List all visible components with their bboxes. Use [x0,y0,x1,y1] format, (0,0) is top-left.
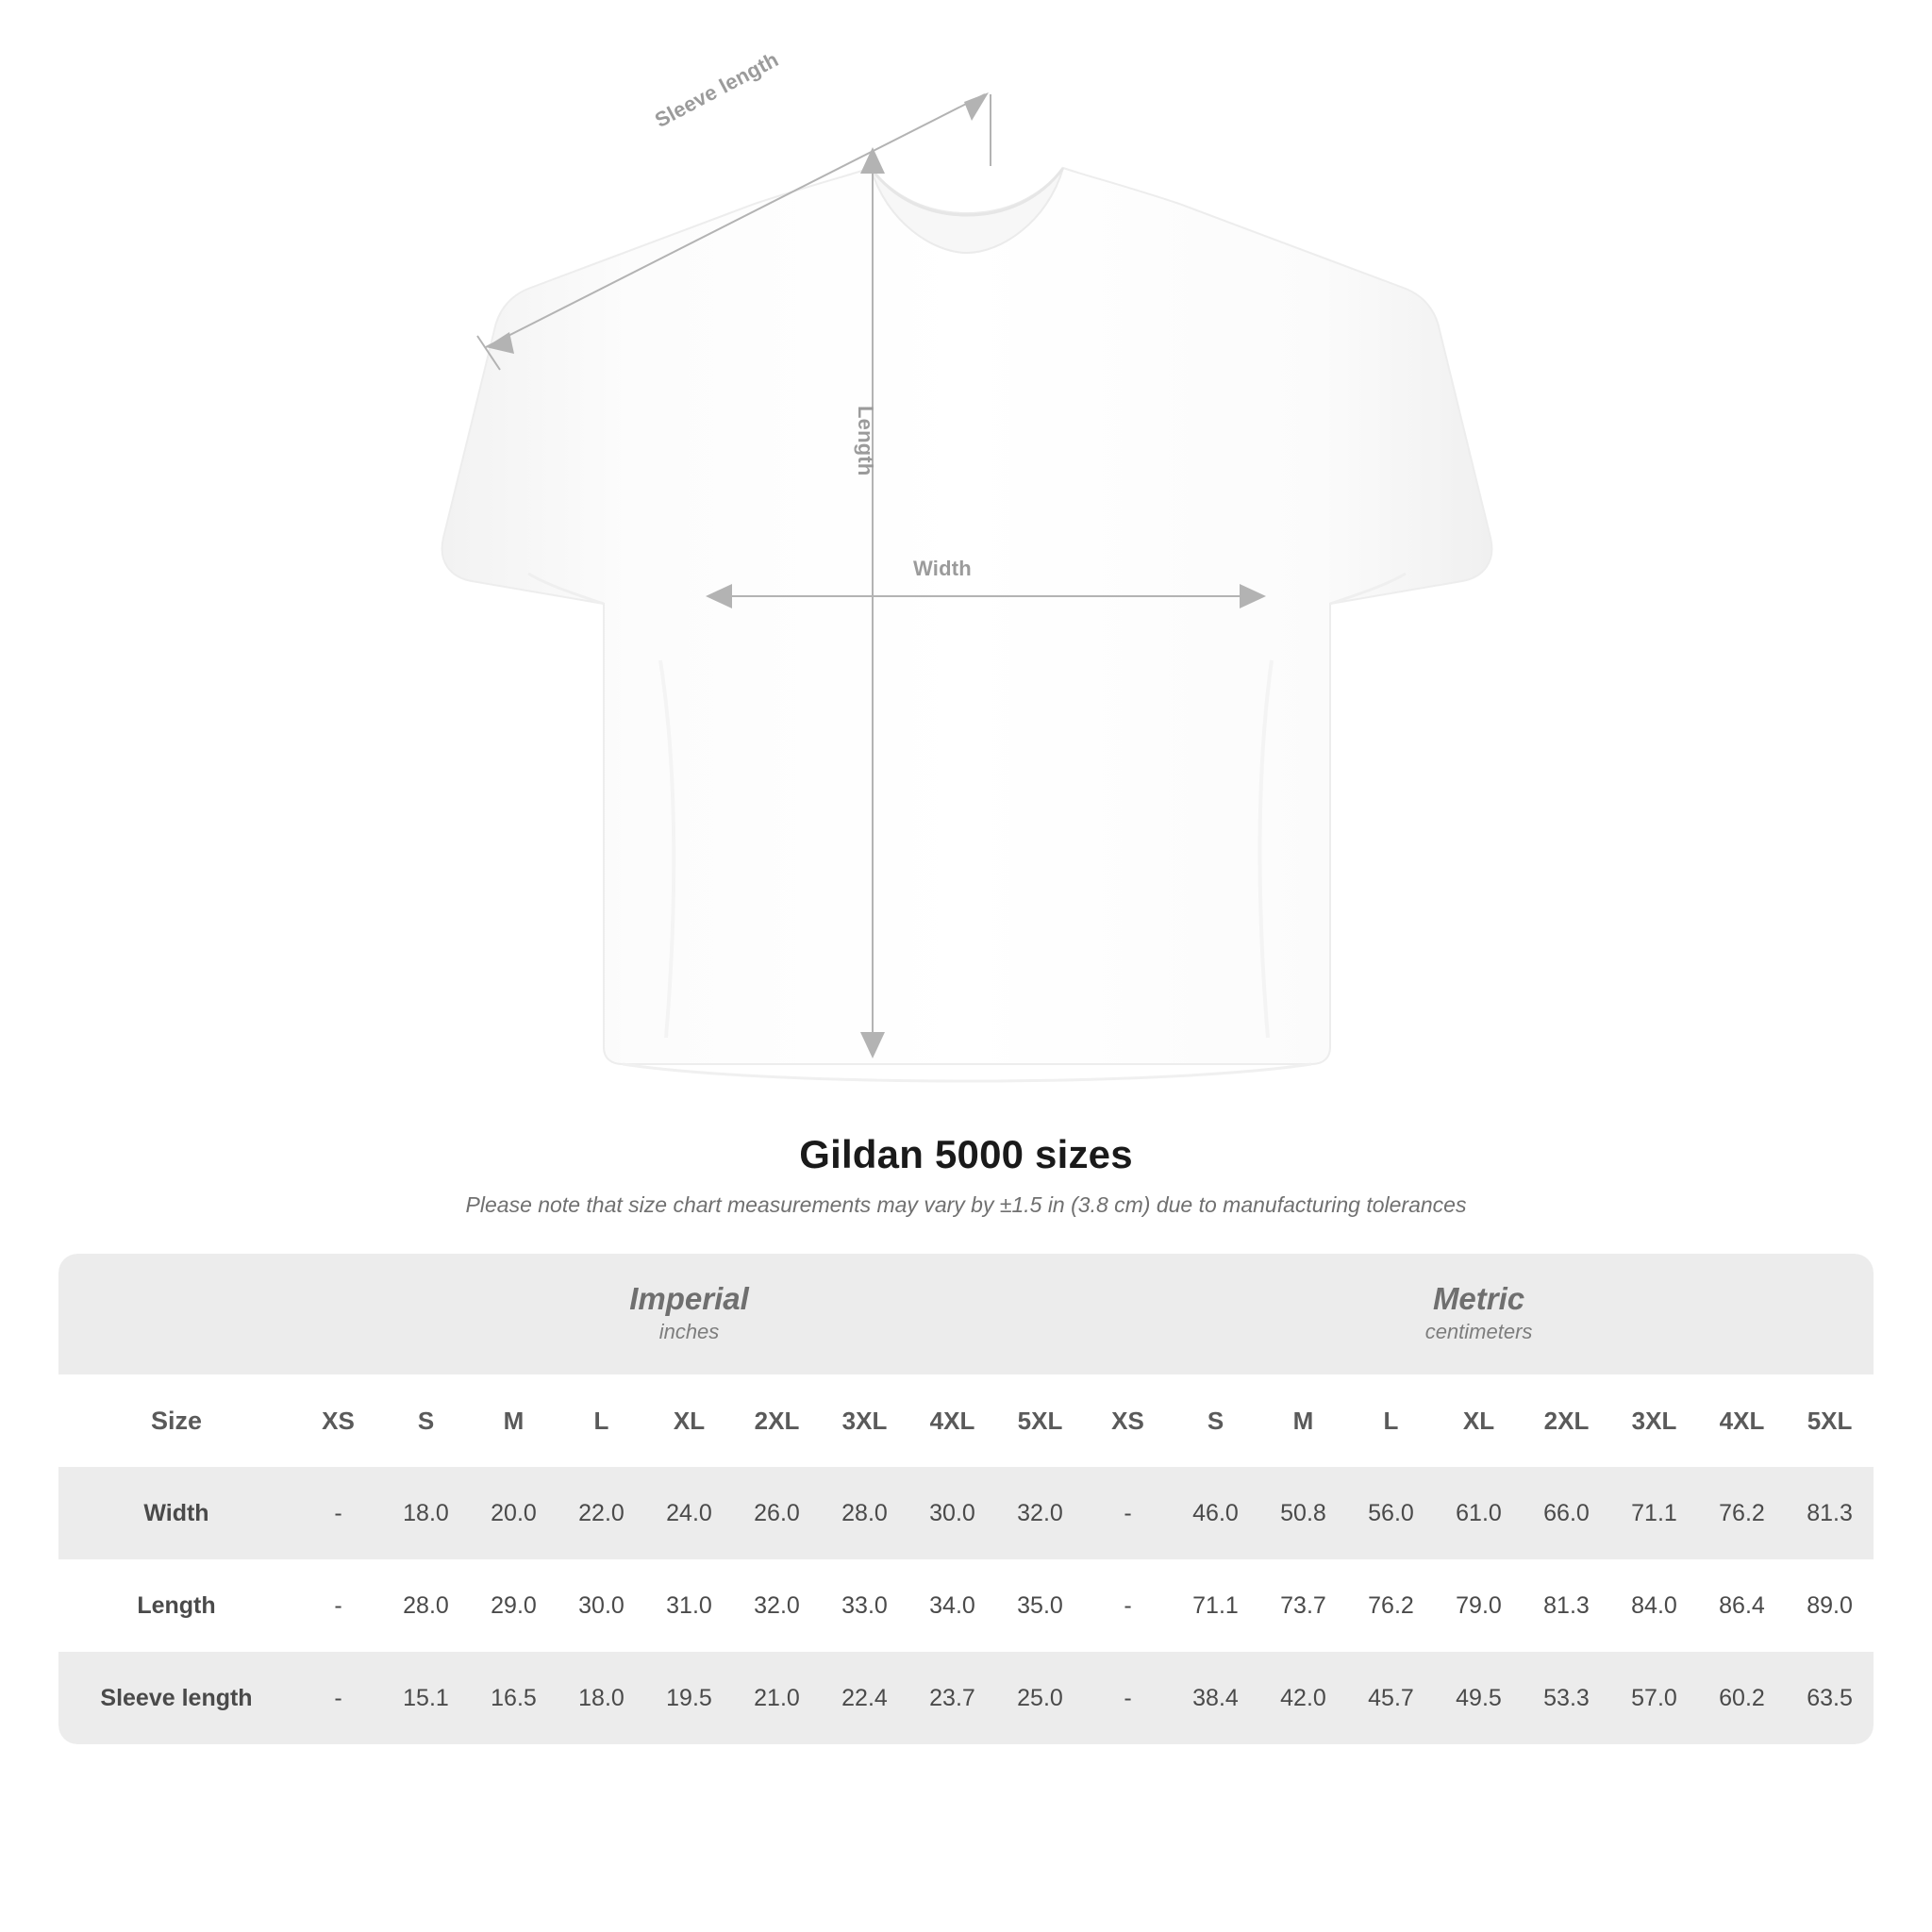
cell-sleeve-imperial-s: 15.1 [382,1652,470,1744]
cell-sleeve-metric-xl: 49.5 [1435,1652,1523,1744]
cell-width-metric-2xl: 66.0 [1523,1467,1610,1559]
size-header-row [58,1374,1874,1467]
unit-header-metric [1084,1254,1874,1374]
cell-sleeve-metric-4xl: 60.2 [1698,1652,1786,1744]
size-header-imperial-xs: XS [294,1374,382,1467]
cell-length-metric-3xl: 84.0 [1610,1559,1698,1652]
unit-name-metric: Metric [1432,1280,1525,1316]
cell-length-imperial-l: 30.0 [558,1559,645,1652]
size-header-metric-xs: XS [1084,1374,1172,1467]
cell-width-imperial-5xl: 32.0 [996,1467,1084,1559]
cell-length-imperial-3xl: 33.0 [821,1559,908,1652]
unit-header-spacer [58,1254,294,1374]
tolerance-note: Please note that size chart measurements may vary by ±1.5 in (3.8 cm) due to manufacturing tolerances [465,1192,1467,1217]
cell-length-imperial-m: 29.0 [470,1559,558,1652]
size-header-metric-xl: XL [1435,1374,1523,1467]
cell-sleeve-metric-l: 45.7 [1347,1652,1435,1744]
cell-length-metric-s: 71.1 [1172,1559,1259,1652]
size-header-imperial-l: L [558,1374,645,1467]
table-row [58,1652,1874,1744]
row-label-width: Width [58,1467,294,1559]
cell-width-imperial-2xl: 26.0 [733,1467,821,1559]
size-header-metric-m: M [1259,1374,1347,1467]
cell-length-metric-l: 76.2 [1347,1559,1435,1652]
cell-sleeve-imperial-m: 16.5 [470,1652,558,1744]
size-header-metric-l: L [1347,1374,1435,1467]
cell-length-imperial-2xl: 32.0 [733,1559,821,1652]
cell-length-metric-xs: - [1084,1559,1172,1652]
size-header-metric-s: S [1172,1374,1259,1467]
length-label: Length [854,406,877,476]
cell-width-metric-4xl: 76.2 [1698,1467,1786,1559]
size-header-label: Size [58,1374,294,1467]
row-label-sleeve-length: Sleeve length [58,1652,294,1744]
size-table [58,1254,1874,1744]
cell-sleeve-metric-s: 38.4 [1172,1652,1259,1744]
cell-width-imperial-l: 22.0 [558,1467,645,1559]
cell-sleeve-metric-2xl: 53.3 [1523,1652,1610,1744]
cell-length-metric-4xl: 86.4 [1698,1559,1786,1652]
size-header-metric-3xl: 3XL [1610,1374,1698,1467]
cell-sleeve-imperial-3xl: 22.4 [821,1652,908,1744]
cell-width-metric-l: 56.0 [1347,1467,1435,1559]
cell-length-metric-2xl: 81.3 [1523,1559,1610,1652]
unit-name-imperial: Imperial [629,1280,749,1316]
sleeve-length-label: Sleeve length [651,47,783,133]
cell-sleeve-metric-5xl: 63.5 [1786,1652,1874,1744]
cell-length-imperial-xl: 31.0 [645,1559,733,1652]
title-block [0,1132,1932,1218]
cell-sleeve-metric-m: 42.0 [1259,1652,1347,1744]
cell-width-metric-5xl: 81.3 [1786,1467,1874,1559]
cell-width-imperial-s: 18.0 [382,1467,470,1559]
cell-length-metric-xl: 79.0 [1435,1559,1523,1652]
page-title: Gildan 5000 sizes [799,1132,1133,1176]
cell-width-imperial-xs: - [294,1467,382,1559]
cell-width-metric-s: 46.0 [1172,1467,1259,1559]
size-header-imperial-s: S [382,1374,470,1467]
size-header-imperial-xl: XL [645,1374,733,1467]
cell-sleeve-metric-3xl: 57.0 [1610,1652,1698,1744]
size-header-imperial-m: M [470,1374,558,1467]
size-header-metric-4xl: 4XL [1698,1374,1786,1467]
cell-width-metric-xl: 61.0 [1435,1467,1523,1559]
cell-length-metric-5xl: 89.0 [1786,1559,1874,1652]
cell-width-imperial-4xl: 30.0 [908,1467,996,1559]
cell-width-metric-m: 50.8 [1259,1467,1347,1559]
cell-sleeve-imperial-xs: - [294,1652,382,1744]
table-row [58,1559,1874,1652]
cell-sleeve-imperial-l: 18.0 [558,1652,645,1744]
cell-width-imperial-m: 20.0 [470,1467,558,1559]
cell-width-imperial-xl: 24.0 [645,1467,733,1559]
unit-header-imperial [294,1254,1084,1374]
cell-sleeve-imperial-4xl: 23.7 [908,1652,996,1744]
cell-sleeve-imperial-5xl: 25.0 [996,1652,1084,1744]
cell-sleeve-imperial-2xl: 21.0 [733,1652,821,1744]
size-header-metric-2xl: 2XL [1523,1374,1610,1467]
size-header-metric-5xl: 5XL [1786,1374,1874,1467]
unit-sub-metric: centimeters [1424,1320,1533,1344]
cell-width-metric-xs: - [1084,1467,1172,1559]
unit-sub-imperial: inches [658,1320,720,1344]
size-header-imperial-5xl: 5XL [996,1374,1084,1467]
cell-length-imperial-5xl: 35.0 [996,1559,1084,1652]
size-header-imperial-3xl: 3XL [821,1374,908,1467]
cell-sleeve-imperial-xl: 19.5 [645,1652,733,1744]
cell-length-imperial-s: 28.0 [382,1559,470,1652]
table-row [58,1467,1874,1559]
cell-width-metric-3xl: 71.1 [1610,1467,1698,1559]
row-label-length: Length [58,1559,294,1652]
size-header-imperial-2xl: 2XL [733,1374,821,1467]
cell-length-imperial-xs: - [294,1559,382,1652]
width-label: Width [913,557,972,580]
cell-length-imperial-4xl: 34.0 [908,1559,996,1652]
unit-header-row [58,1254,1874,1374]
size-table-wrapper [58,1254,1874,1744]
size-header-imperial-4xl: 4XL [908,1374,996,1467]
cell-length-metric-m: 73.7 [1259,1559,1347,1652]
cell-width-imperial-3xl: 28.0 [821,1467,908,1559]
cell-sleeve-metric-xs: - [1084,1652,1172,1744]
